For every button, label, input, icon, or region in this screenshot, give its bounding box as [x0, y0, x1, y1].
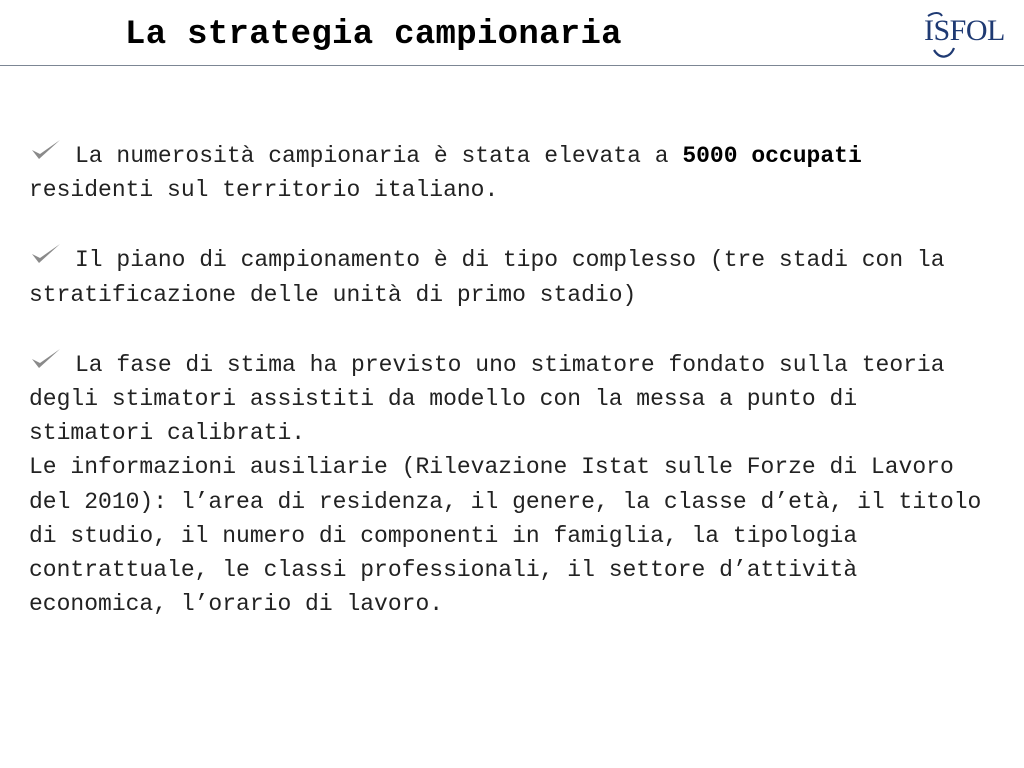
checkmark-icon — [29, 347, 63, 371]
checkmark-icon — [29, 138, 63, 162]
bullet-continuation-text: Le informazioni ausiliarie (Rilevazione Istat sulle Forze di Lavoro del 2010): l’area di residenza, il genere, la classe d’età, il titolo di studio, il numero di componenti in famiglia, la tipologia contrattuale, le classi professionali, il settore d’attività economica, l’orario di lavoro. — [29, 454, 996, 618]
page-title: La strategia campionaria — [125, 16, 622, 54]
bullet-estimation — [29, 347, 994, 622]
bullet-text: Il piano di campionamento è di tipo complesso (tre stadi con la stratificazione delle unità di primo stadio) — [29, 247, 959, 308]
bullet-sampling-plan — [29, 242, 994, 311]
slide-body — [29, 138, 994, 621]
isfol-logo — [924, 10, 1016, 60]
bullet-bold-value: 5000 occupati — [682, 143, 862, 169]
slide-header — [0, 0, 1024, 66]
bullet-sample-size — [29, 138, 994, 207]
bullet-text: La fase di stima ha previsto uno stimatore fondato sulla teoria degli stimatori assistiti da modello con la messa a punto di stimatori calibrati. — [29, 351, 959, 447]
bullet-text: residenti sul territorio italiano. — [29, 143, 876, 204]
checkmark-icon — [29, 242, 63, 266]
logo-text: ISFOL — [924, 14, 1005, 47]
bullet-text: La numerosità campionaria è stata elevata a — [75, 143, 683, 169]
header-divider — [0, 65, 1024, 66]
